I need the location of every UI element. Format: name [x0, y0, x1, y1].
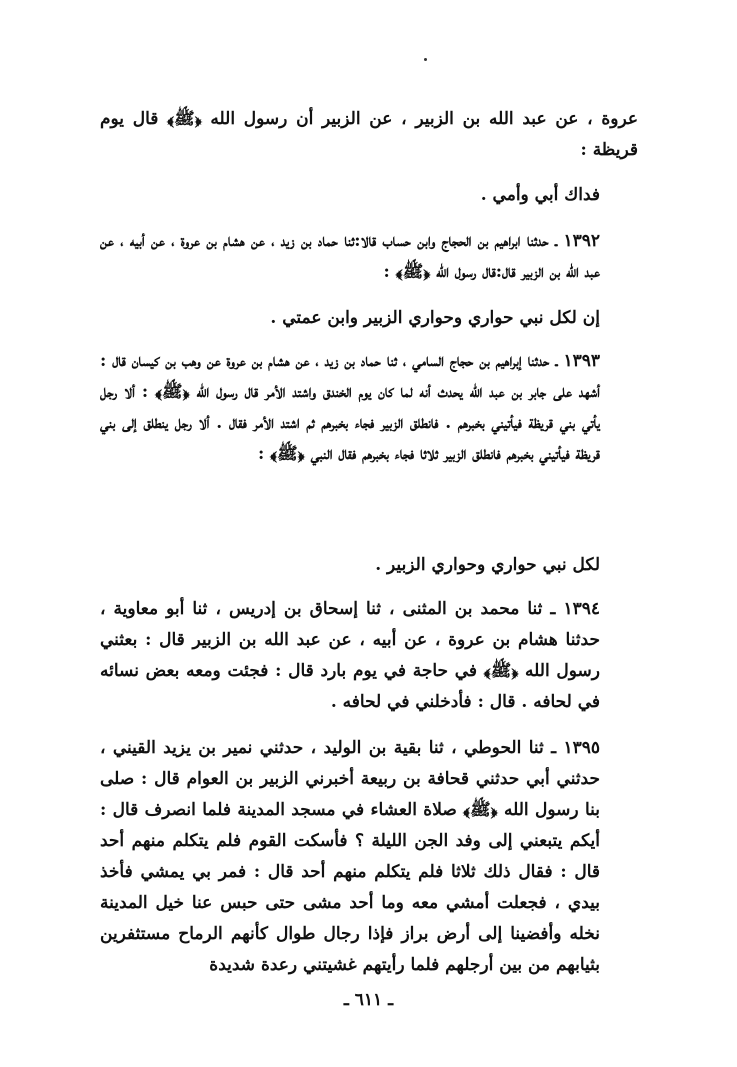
quote-hawari-2: لكل نبي حواري وحواري الزبير . [375, 555, 600, 575]
hadith-1393: ١٣٩٣ ـ حدثنا إبراهيم بن حجاج السامي ، ثنا حماد بن زيد ، عن هشام بن عروة عن وهب بن كيسان قال : أشهد على جابر بن عبد الله يحدث أنه لما كان يوم الخندق واشتد الأمر قال رسول الله ﴿ﷺ﴾ : ألا رجل يأتي بني قريظة فيأتيني بخبرهم . فانطلق الزبير فجاء بخبرهم ثم اشتد الأمر فقال . ألا رجل ينطلق إلى بني قريظة فيأتيني بخبرهم فانطلق الزبير ثلاثا فجاء بخبرهم فقال النبي ﴿ﷺ﴾ : [100, 351, 600, 464]
page-mark-dot [424, 58, 427, 61]
quote-hawari-1: إن لكل نبي حواري وحواري الزبير وابن عمتي . [270, 308, 600, 328]
hadith-1394: ١٣٩٤ ـ ثنا محمد بن المثنى ، ثنا إسحاق بن إدريس ، ثنا أبو معاوية ، حدثنا هشام بن عروة ، عن أبيه ، عن عبد الله بن الزبير قال : بعثني رسول الله ﴿ﷺ﴾ في حاجة في يوم بارد قال : فجئت ومعه بعض نسائه في لحافه . قال : فأدخلني في لحافه . [100, 599, 600, 712]
quote-fadaka: فداك أبي وأمي . [480, 185, 600, 205]
hadith-1395: ١٣٩٥ ـ ثنا الحوطي ، ثنا بقية بن الوليد ، حدثني نمير بن يزيد القيني ، حدثني أبي حدثني قحافة بن ربيعة أخبرني الزبير بن العوام قال : صلى بنا رسول الله ﴿ﷺ﴾ صلاة العشاء في مسجد المدينة فلما انصرف قال : أيكم يتبعني إلى وفد الجن الليلة ؟ فأسكت القوم فلم يتكلم منهم أحد قال : فقال ذلك ثلاثا فلم يتكلم منهم أحد قال : فمر بي يمشي فأخذ بيدي ، فجعلت أمشي معه وما أحد مشى حتى حبس عنا خيل المدينة نخله وأفضينا إلى أرض براز فإذا رجال طوال كأنهم الرماح مستثفرين بثيابهم من بين أرجلهم فلما رأيتهم غشيتني رعدة شديدة [100, 738, 600, 975]
paragraph-continuation: عروة ، عن عبد الله بن الزبير ، عن الزبير أن رسول الله ﴿ﷺ﴾ قال يوم قريظة : [100, 109, 638, 160]
page-number: ـ ٦١١ ـ [343, 990, 394, 1010]
hadith-1392: ١٣٩٢ ـ حدثنا ابراهيم بن الحجاج وابن حساب قالا:ثنا حماد بن زيد ، عن هشام بن عروة ، عن أبيه ، عن عبد الله بن الزبير قال:قال رسول الله ﴿ﷺ﴾ : [100, 231, 600, 282]
